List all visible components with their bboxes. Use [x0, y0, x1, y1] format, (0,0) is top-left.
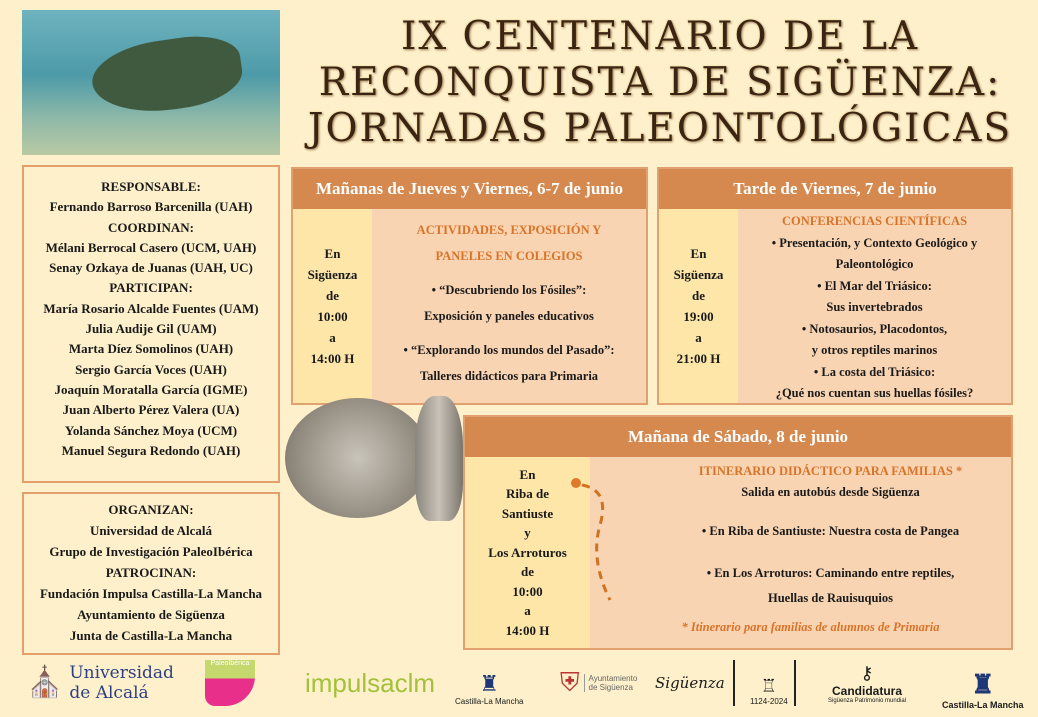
card-header: Tarde de Viernes, 7 de junio: [659, 169, 1011, 209]
item: Salida en autobús desde Sigüenza: [741, 485, 920, 499]
text: Los Arroturos: [488, 544, 567, 560]
clm-crest-icon: ♜: [971, 669, 995, 699]
label: PATROCINAN:: [105, 565, 197, 580]
logo-impulsa: impulsaclm: [305, 667, 436, 698]
text: En: [324, 246, 341, 261]
logo-siguenza-900: [750, 660, 796, 706]
sponsor: Fundación Impulsa Castilla-La Mancha: [39, 586, 263, 601]
logo-text: Castilla-La Mancha: [942, 700, 1024, 710]
text: a: [329, 330, 336, 345]
item: • “Descubriendo los Fósiles”:: [431, 283, 587, 297]
card-content: [372, 209, 646, 403]
ammonite-fossil-image: [285, 398, 430, 518]
organizer: Grupo de Investigación PaleoIbérica: [49, 544, 253, 559]
text: y: [524, 525, 531, 541]
logo-text: PaleoIbérica: [205, 660, 255, 706]
fossil-side-image: [415, 396, 463, 521]
title-line: IX CENTENARIO DE LA: [400, 14, 920, 59]
person: Joaquín Moratalla García (IGME): [54, 381, 248, 397]
logo-text: Universidad: [69, 663, 174, 683]
card-friday-afternoon: [657, 167, 1013, 405]
text: de: [326, 288, 339, 303]
item: Huellas de Rauisuquios: [767, 591, 894, 605]
text: 19:00: [683, 309, 714, 324]
person: Yolanda Sánchez Moya (UCM): [64, 422, 238, 438]
person: Juan Alberto Pérez Valera (UA): [62, 402, 240, 418]
card-content: [590, 457, 1011, 648]
logo-text: Castilla-La Mancha: [455, 697, 524, 706]
text: Riba de: [506, 486, 549, 502]
item: • “Explorando los mundos del Pasado”:: [403, 343, 615, 357]
route-path-icon: [570, 475, 630, 615]
text: En: [519, 466, 536, 482]
uah-crest-icon: ⛪: [26, 665, 64, 700]
shield-icon: ⛨: [560, 667, 580, 697]
item: • En Riba de Santiuste: Nuestra costa de Pangea: [701, 524, 960, 538]
text: 21:00 H: [676, 351, 721, 366]
text: 14:00 H: [310, 351, 355, 366]
card-schedule: [293, 209, 372, 403]
heading: ITINERARIO DIDÁCTICO PARA FAMILIAS *: [698, 464, 963, 478]
label: ORGANIZAN:: [108, 502, 194, 517]
logo-ayuntamiento: [560, 660, 639, 706]
text: de: [692, 288, 705, 303]
person: Julia Audije Gil (UAM): [85, 321, 217, 337]
item: • La costa del Triásico:: [813, 364, 936, 379]
item: • En Los Arroturos: Caminando entre reptiles,: [706, 566, 955, 580]
card-header: Mañana de Sábado, 8 de junio: [465, 417, 1011, 457]
card-saturday: [463, 415, 1013, 650]
card-header: Mañanas de Jueves y Viernes, 6-7 de junio: [293, 169, 646, 209]
text: Sigüenza: [673, 267, 724, 282]
castle-icon: ♖: [760, 676, 777, 696]
footnote: * Itinerario para familias de alumnos de Primaria: [681, 620, 940, 634]
label: PARTICIPAN:: [109, 280, 193, 296]
text: Sigüenza: [307, 267, 358, 282]
text: a: [695, 330, 702, 345]
logo-universidad-alcala: [26, 660, 174, 706]
ocean-reptile-illustration: [22, 10, 280, 155]
text: a: [524, 603, 531, 619]
text: 10:00: [317, 309, 348, 324]
text: de: [521, 564, 534, 580]
sponsor: Ayuntamiento de Sigüenza: [77, 607, 225, 622]
text: 14:00 H: [505, 622, 550, 638]
logo-paleoiberica: [200, 660, 260, 706]
person: Senay Ozkaya de Juanas (UAH, UC): [49, 260, 253, 276]
person: Marta Díez Somolinos (UAH): [68, 341, 234, 357]
logo-castilla-la-mancha: [455, 660, 523, 706]
logo-siguenza: Sigüenza: [655, 660, 735, 706]
logo-castilla-la-mancha-2: [942, 660, 1024, 710]
item: ¿Qué nos cuentan sus huellas fósiles?: [775, 386, 974, 400]
person: Fernando Barroso Barcenilla (UAH): [49, 199, 253, 215]
title-line: RECONQUISTA DE SIGÜENZA:: [318, 60, 1002, 105]
title-line: JORNADAS PALEONTOLÓGICAS: [307, 106, 1013, 151]
heading: PANELES EN COLEGIOS: [435, 249, 583, 263]
card-content: [738, 209, 1011, 403]
item: Talleres didácticos para Primaria: [419, 369, 599, 383]
poster-title: [300, 14, 1020, 152]
label: RESPONSABLE:: [101, 179, 201, 194]
item: Sus invertebrados: [826, 300, 923, 314]
heading: ACTIVIDADES, EXPOSICIÓN Y: [416, 223, 602, 237]
person: Mélani Berrocal Casero (UCM, UAH): [45, 239, 257, 255]
sponsor: Junta de Castilla-La Mancha: [69, 628, 233, 643]
heading: CONFERENCIAS CIENTÍFICAS: [781, 214, 968, 228]
item: • El Mar del Triásico:: [817, 278, 932, 293]
card-thursday-friday: [291, 167, 648, 405]
organizers-box: [22, 492, 280, 655]
item: • Presentación, y Contexto Geológico y: [771, 235, 978, 250]
person: Sergio García Voces (UAH): [75, 361, 227, 377]
key-icon: ⚷: [860, 662, 874, 683]
person: Manuel Segura Redondo (UAH): [61, 442, 241, 458]
item: • Notosaurios, Placodontos,: [801, 321, 948, 336]
item: y otros reptiles marinos: [811, 343, 938, 357]
text: Santiuste: [501, 505, 554, 521]
item: Exposición y paneles educativos: [424, 309, 594, 323]
logo-candidatura: [828, 660, 906, 706]
card-schedule: [659, 209, 738, 403]
text: 10:00: [512, 583, 543, 599]
text: En: [690, 246, 707, 261]
logo-text: 1124-2024: [750, 697, 788, 706]
clm-crest-icon: ♜: [479, 671, 500, 696]
logo-text: de Alcalá: [69, 683, 149, 703]
organizer: Universidad de Alcalá: [89, 523, 213, 538]
logo-text: Ayuntamiento de Sigüenza: [584, 674, 639, 692]
participants-box: [22, 165, 280, 483]
person: María Rosario Alcalde Fuentes (UAM): [43, 300, 259, 316]
logo-text: Sigüenza Patrimonio mundial: [828, 697, 907, 704]
label: COORDINAN:: [108, 219, 194, 235]
logo-text: Candidatura: [832, 683, 903, 698]
item: Paleontológico: [835, 257, 914, 271]
